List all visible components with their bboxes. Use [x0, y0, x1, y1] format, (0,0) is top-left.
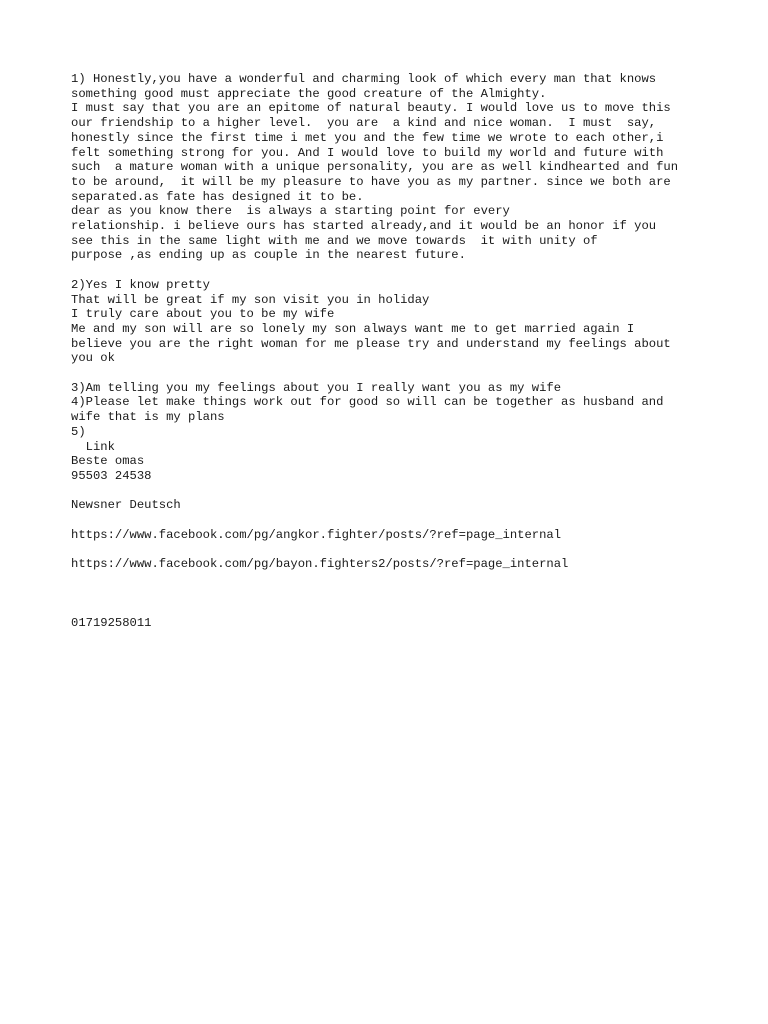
blank-line — [71, 484, 731, 499]
text-line: I must say that you are an epitome of natural beauty. I would love us to move this — [71, 101, 671, 116]
blank-line — [71, 542, 731, 557]
phone-number: 95503 24538 — [71, 468, 152, 483]
text-line: honestly since the first time i met you and the few time we wrote to each other,i — [71, 130, 664, 145]
blank-line — [71, 263, 731, 278]
url-text: https://www.facebook.com/pg/angkor.fighter/posts/?ref=page_internal — [71, 527, 562, 542]
text-line: I truly care about you to be my wife — [71, 307, 335, 322]
blank-line — [71, 601, 731, 616]
text-line: see this in the same light with me and we move towards it with unity of — [71, 233, 598, 248]
text-line: dear as you know there is always a starting point for every — [71, 204, 510, 219]
text-line: our friendship to a higher level. you are a kind and nice woman. I must say, — [71, 116, 657, 131]
text-line: you ok — [71, 351, 115, 366]
text-line: relationship. i believe ours has started already,and it would be an honor if you — [71, 219, 657, 234]
text-line: Me and my son will are so lonely my son always want me to get married again I — [71, 321, 635, 336]
text-line: 2)Yes I know pretty — [71, 277, 210, 292]
text-line: 1) Honestly,you have a wonderful and charming look of which every man that knows — [71, 72, 657, 86]
url-text: https://www.facebook.com/pg/bayon.fighters2/posts/?ref=page_internal — [71, 557, 569, 572]
text-line: 3)Am telling you my feelings about you I really want you as my wife — [71, 380, 562, 395]
blank-line — [71, 513, 731, 528]
text-line: believe you are the right woman for me please try and understand my feelings about — [71, 336, 671, 351]
text-line: That will be great if my son visit you in holiday — [71, 292, 430, 307]
blank-line — [71, 572, 731, 587]
text-line: separated.as fate has designed it to be. — [71, 189, 364, 204]
text-line: something good must appreciate the good creature of the Almighty. — [71, 86, 547, 101]
text-line: wife that is my plans — [71, 410, 225, 425]
text-line: to be around, it will be my pleasure to have you as my partner. since we both are — [71, 174, 671, 189]
text-line: such a mature woman with a unique personality, you are as well kindhearted and fun — [71, 160, 679, 175]
blank-line — [71, 587, 731, 602]
document-body — [71, 72, 731, 631]
text-line: Beste omas — [71, 454, 145, 469]
text-line: purpose ,as ending up as couple in the nearest future. — [71, 248, 466, 263]
text-line: Newsner Deutsch — [71, 498, 181, 513]
text-line: felt something strong for you. And I would love to build my world and future with — [71, 145, 664, 160]
text-line: 4)Please let make things work out for good so will can be together as husband and — [71, 395, 664, 410]
text-line: Link — [71, 439, 115, 454]
phone-number: 01719258011 — [71, 615, 152, 630]
blank-line — [71, 366, 731, 381]
text-line: 5) — [71, 424, 86, 439]
